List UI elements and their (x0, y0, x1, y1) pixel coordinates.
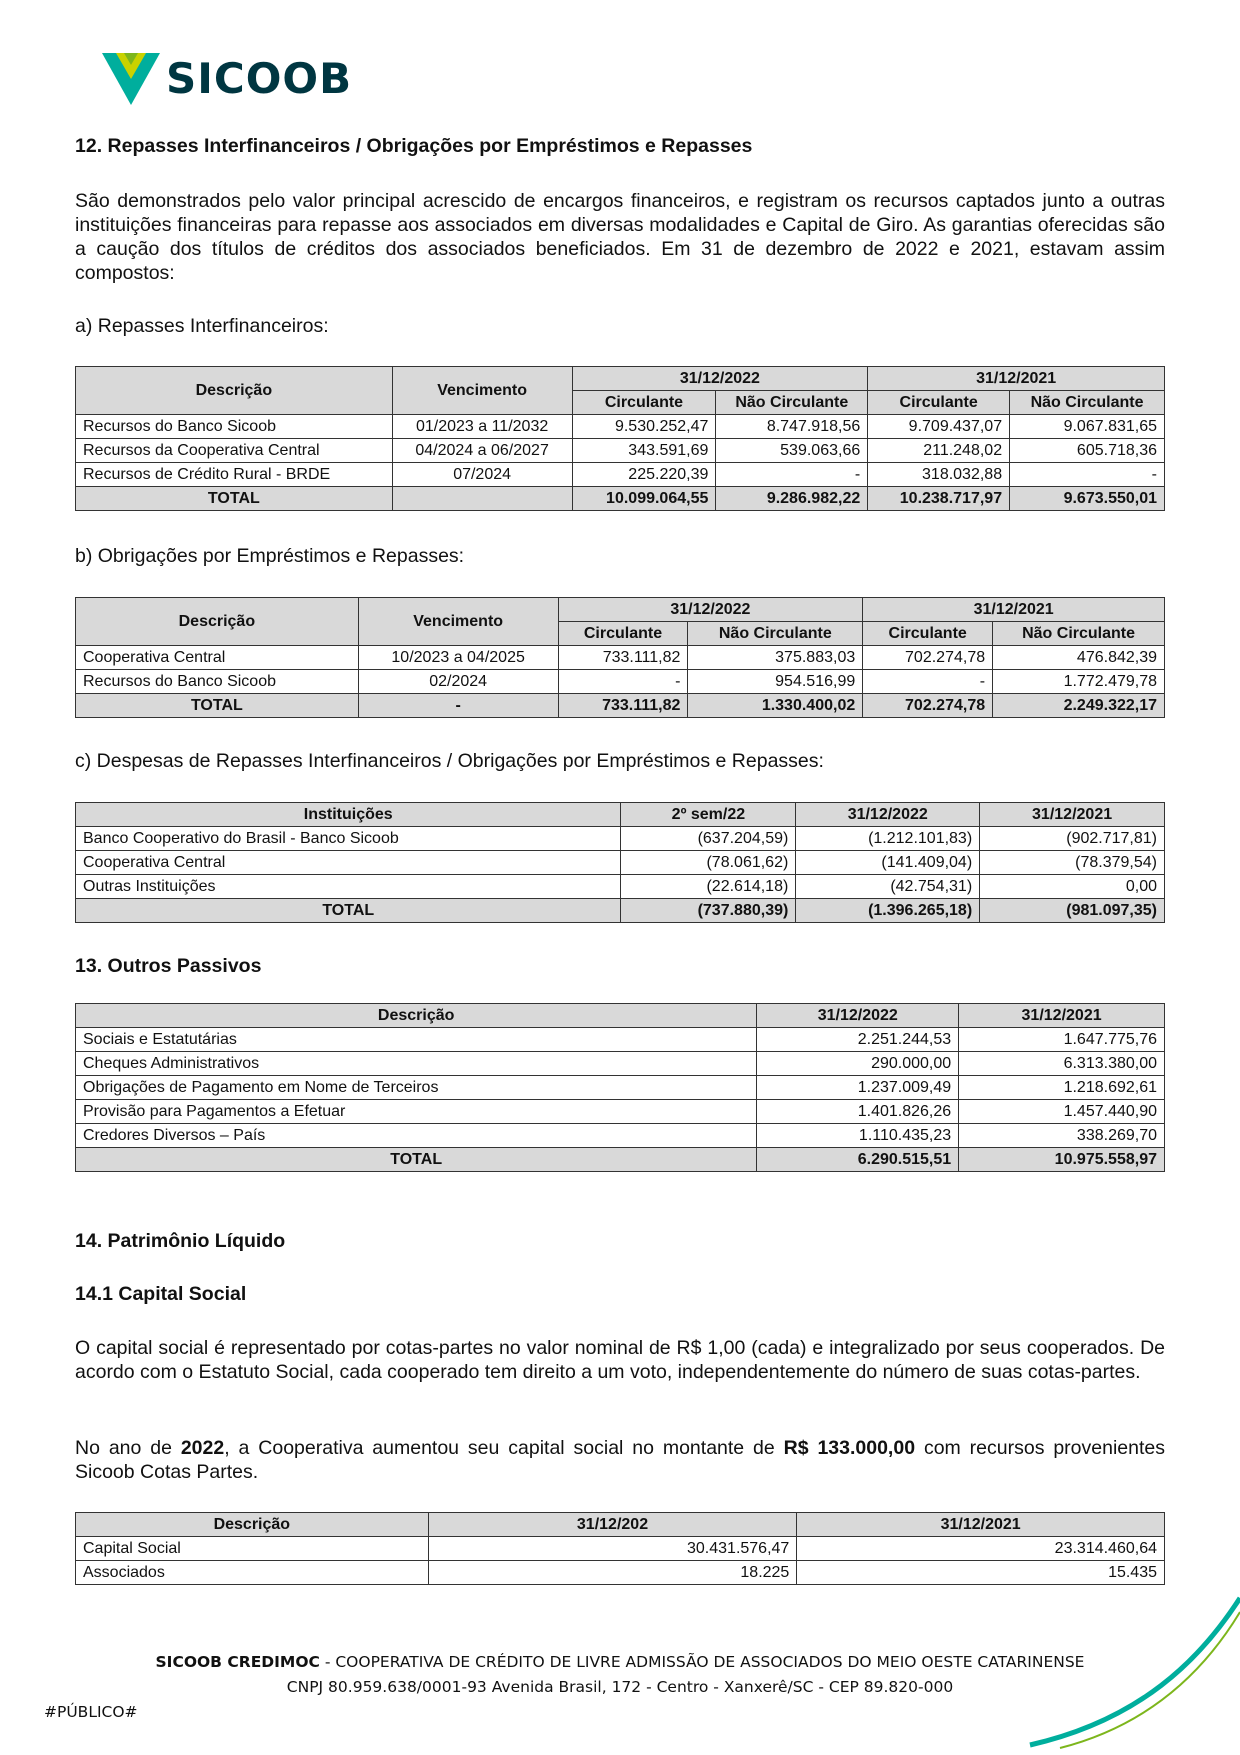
col-header-2021: 31/12/2021 (959, 1004, 1165, 1028)
cell: 1.772.479,78 (993, 670, 1165, 694)
cell: - (558, 670, 688, 694)
cell: - (358, 694, 558, 718)
section-14-title: 14. Patrimônio Líquido (75, 1230, 286, 1252)
col-header-nao-circulante: Não Circulante (993, 622, 1165, 646)
logo-text: SICOOB (166, 53, 353, 103)
cell: 702.274,78 (863, 646, 993, 670)
cell: 01/2023 a 11/2032 (392, 415, 572, 439)
col-header-2021: 31/12/2021 (863, 598, 1165, 622)
col-header-circulante: Circulante (868, 391, 1010, 415)
subsection-a-title: a) Repasses Interfinanceiros: (75, 315, 329, 337)
cell: TOTAL (76, 487, 393, 511)
cell: 2.251.244,53 (757, 1028, 959, 1052)
cell: 1.330.400,02 (688, 694, 863, 718)
section-14-paragraph-1: O capital social é representado por cotas-partes no valor nominal de R$ 1,00 (cada) e integralizado por seus cooperados. De acordo com o Estatuto Social, cada cooperado tem direito a um voto, independentemente do número de suas cotas-partes. (75, 1337, 1165, 1383)
section-14-1-title: 14.1 Capital Social (75, 1283, 247, 1305)
cell: 10.975.558,97 (959, 1148, 1165, 1172)
col-header-2022: 31/12/2022 (796, 803, 980, 827)
col-header-instituicoes: Instituições (76, 803, 621, 827)
cell: 211.248,02 (868, 439, 1010, 463)
cell: 375.883,03 (688, 646, 863, 670)
col-header-descricao: Descrição (76, 1004, 757, 1028)
cell: (737.880,39) (621, 899, 796, 923)
cell: Cheques Administrativos (76, 1052, 757, 1076)
col-header-2022: 31/12/202 (428, 1513, 797, 1537)
col-header-nao-circulante: Não Circulante (716, 391, 868, 415)
cell: Banco Cooperativo do Brasil - Banco Sicoob (76, 827, 621, 851)
cell: (78.061,62) (621, 851, 796, 875)
cell: 9.709.437,07 (868, 415, 1010, 439)
classification-tag: #PÚBLICO# (44, 1703, 138, 1721)
cell: 02/2024 (358, 670, 558, 694)
footer-line-1 (0, 1653, 1240, 1671)
cell: 07/2024 (392, 463, 572, 487)
section-12-title: 12. Repasses Interfinanceiros / Obrigações por Empréstimos e Repasses (75, 135, 753, 157)
col-header-circulante: Circulante (558, 622, 688, 646)
cell: 733.111,82 (558, 694, 688, 718)
cell: 10/2023 a 04/2025 (358, 646, 558, 670)
col-header-2022: 31/12/2022 (572, 367, 868, 391)
cell: 9.067.831,65 (1010, 415, 1165, 439)
cell: Provisão para Pagamentos a Efetuar (76, 1100, 757, 1124)
cell: 0,00 (980, 875, 1165, 899)
col-header-2022: 31/12/2022 (558, 598, 863, 622)
cell: (42.754,31) (796, 875, 980, 899)
cell: 04/2024 a 06/2027 (392, 439, 572, 463)
cell: (637.204,59) (621, 827, 796, 851)
cell: TOTAL (76, 899, 621, 923)
cell: Obrigações de Pagamento em Nome de Terceiros (76, 1076, 757, 1100)
col-header-descricao: Descrição (76, 598, 359, 646)
cell: TOTAL (76, 1148, 757, 1172)
cell: Recursos do Banco Sicoob (76, 415, 393, 439)
col-header-2021: 31/12/2021 (868, 367, 1165, 391)
footer-company-name: SICOOB CREDIMOC (155, 1653, 320, 1671)
cell: (902.717,81) (980, 827, 1165, 851)
cell: Recursos de Crédito Rural - BRDE (76, 463, 393, 487)
cell: 1.237.009,49 (757, 1076, 959, 1100)
col-header-2-sem-22: 2º sem/22 (621, 803, 796, 827)
cell: - (716, 463, 868, 487)
text-run: , a Cooperativa aumentou seu capital social no montante de (224, 1437, 784, 1459)
cell: (1.212.101,83) (796, 827, 980, 851)
col-header-vencimento: Vencimento (392, 367, 572, 415)
cell: 338.269,70 (959, 1124, 1165, 1148)
cell: (78.379,54) (980, 851, 1165, 875)
cell: 10.099.064,55 (572, 487, 716, 511)
cell: Associados (76, 1561, 429, 1585)
col-header-2021: 31/12/2021 (797, 1513, 1165, 1537)
cell: - (1010, 463, 1165, 487)
cell: (22.614,18) (621, 875, 796, 899)
col-header-2021: 31/12/2021 (980, 803, 1165, 827)
cell: 539.063,66 (716, 439, 868, 463)
cell: 1.457.440,90 (959, 1100, 1165, 1124)
cell: 343.591,69 (572, 439, 716, 463)
col-header-circulante: Circulante (863, 622, 993, 646)
section-12-paragraph: São demonstrados pelo valor principal acrescido de encargos financeiros, e registram os recursos captados junto a outras instituições financeiras para repasse aos associados em diversas modalidades e Capital de Giro. As garantias oferecidas são a caução dos títulos de créditos dos associados beneficiados. Em 31 de dezembro de 2022 e 2021, estavam assim compostos: (75, 190, 1165, 284)
cell: 9.673.550,01 (1010, 487, 1165, 511)
col-header-2022: 31/12/2022 (757, 1004, 959, 1028)
footer-company-description: - COOPERATIVA DE CRÉDITO DE LIVRE ADMISSÃO DE ASSOCIADOS DO MEIO OESTE CATARINENSE (319, 1653, 1085, 1671)
cell: Outras Instituições (76, 875, 621, 899)
cell: 954.516,99 (688, 670, 863, 694)
subsection-b-title: b) Obrigações por Empréstimos e Repasses: (75, 545, 465, 567)
cell: Capital Social (76, 1537, 429, 1561)
cell: (981.097,35) (980, 899, 1165, 923)
cell: 30.431.576,47 (428, 1537, 797, 1561)
cell: 9.530.252,47 (572, 415, 716, 439)
cell: 733.111,82 (558, 646, 688, 670)
cell: 6.313.380,00 (959, 1052, 1165, 1076)
cell: 23.314.460,64 (797, 1537, 1165, 1561)
cell: 10.238.717,97 (868, 487, 1010, 511)
cell: 605.718,36 (1010, 439, 1165, 463)
cell: 2.249.322,17 (993, 694, 1165, 718)
cell: 1.401.826,26 (757, 1100, 959, 1124)
text-run-bold: 2022 (180, 1437, 225, 1459)
text-run: com recursos provenientes Sicoob Cotas Partes. (75, 1437, 1165, 1483)
cell: 1.110.435,23 (757, 1124, 959, 1148)
col-header-nao-circulante: Não Circulante (688, 622, 863, 646)
cell: 1.218.692,61 (959, 1076, 1165, 1100)
cell: 225.220,39 (572, 463, 716, 487)
cell: 6.290.515,51 (757, 1148, 959, 1172)
cell: (141.409,04) (796, 851, 980, 875)
cell: 290.000,00 (757, 1052, 959, 1076)
cell: 476.842,39 (993, 646, 1165, 670)
text-run-bold: R$ 133.000,00 (783, 1437, 916, 1459)
col-header-vencimento: Vencimento (358, 598, 558, 646)
cell: TOTAL (76, 694, 359, 718)
col-header-descricao: Descrição (76, 367, 393, 415)
cell: 8.747.918,56 (716, 415, 868, 439)
cell: 18.225 (428, 1561, 797, 1585)
cell: Cooperativa Central (76, 646, 359, 670)
section-13-title: 13. Outros Passivos (75, 955, 262, 977)
col-header-circulante: Circulante (572, 391, 716, 415)
cell: (1.396.265,18) (796, 899, 980, 923)
cell: Cooperativa Central (76, 851, 621, 875)
cell: 9.286.982,22 (716, 487, 868, 511)
cell: - (863, 670, 993, 694)
cell: Recursos da Cooperativa Central (76, 439, 393, 463)
cell: Recursos do Banco Sicoob (76, 670, 359, 694)
cell: Sociais e Estatutárias (76, 1028, 757, 1052)
text-run: No ano de (75, 1437, 181, 1459)
cell: Credores Diversos – País (76, 1124, 757, 1148)
col-header-descricao: Descrição (76, 1513, 429, 1537)
cell: 702.274,78 (863, 694, 993, 718)
subsection-c-title: c) Despesas de Repasses Interfinanceiros / Obrigações por Empréstimos e Repasses: (75, 750, 824, 772)
cell: 318.032,88 (868, 463, 1010, 487)
col-header-nao-circulante: Não Circulante (1010, 391, 1165, 415)
cell: 15.435 (797, 1561, 1165, 1585)
footer-line-2: CNPJ 80.959.638/0001-93 Avenida Brasil, 172 - Centro - Xanxerê/SC - CEP 89.820-000 (286, 1678, 954, 1696)
cell: 1.647.775,76 (959, 1028, 1165, 1052)
